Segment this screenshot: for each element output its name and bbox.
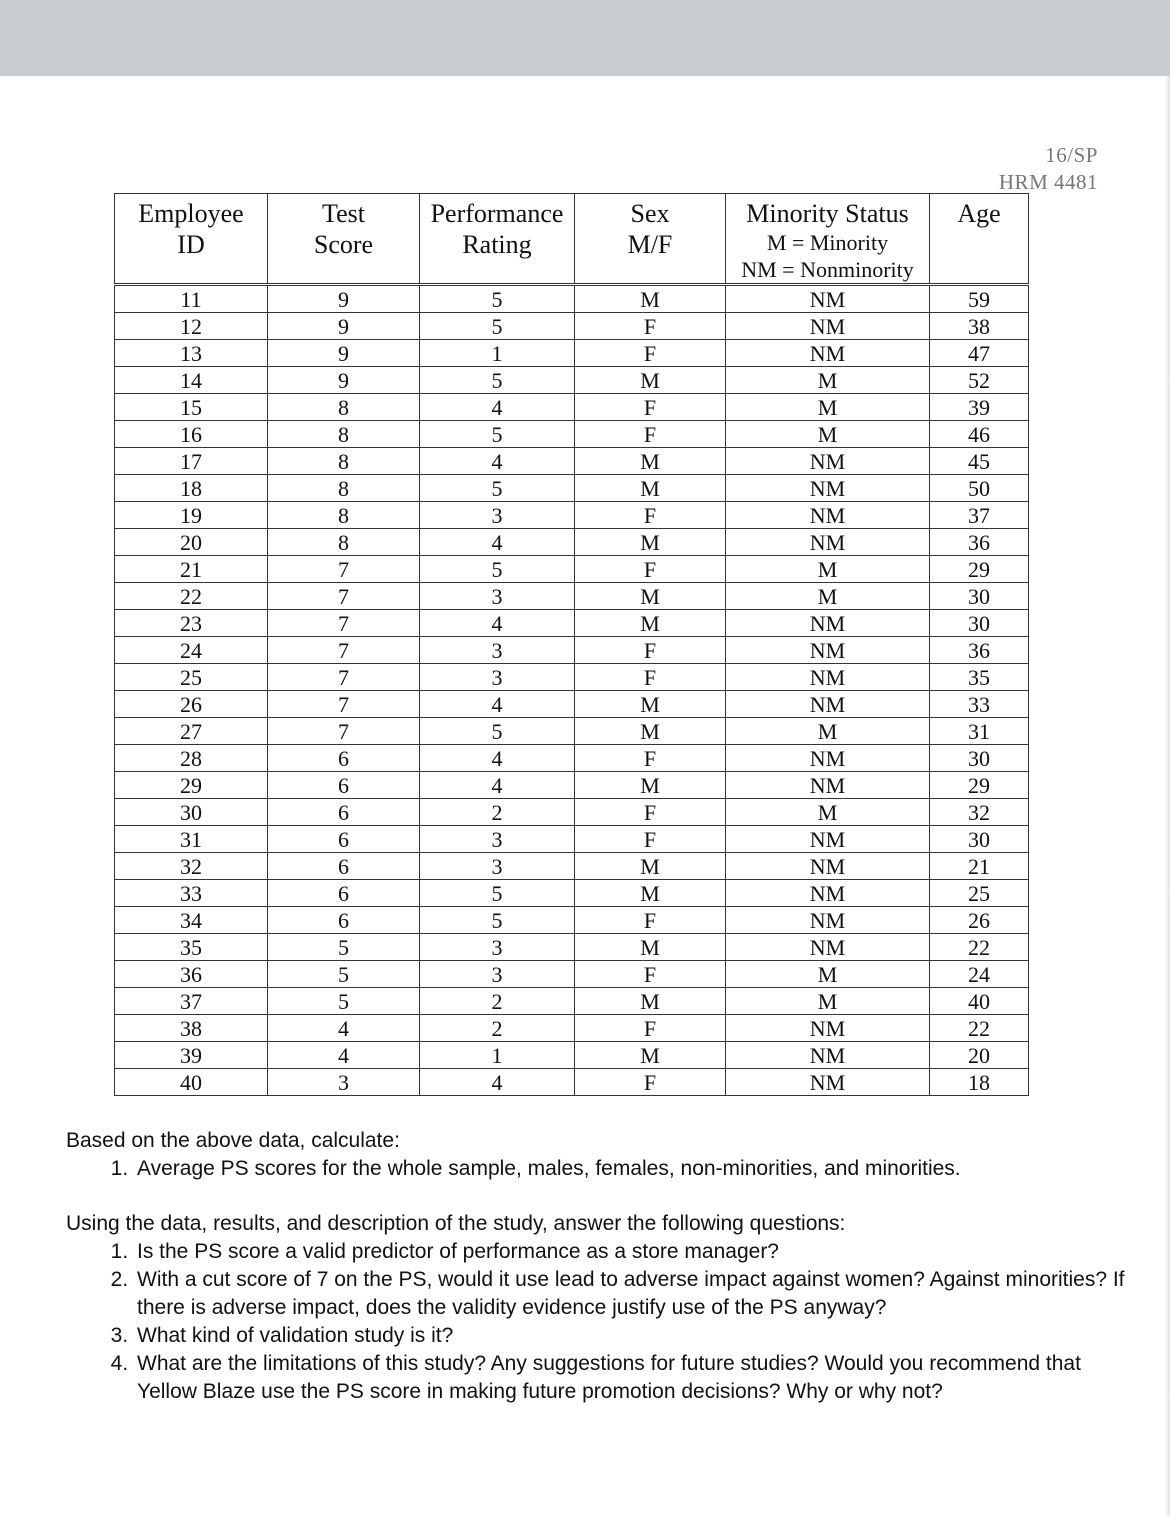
- sex-cell: M: [575, 1042, 726, 1069]
- test-score-cell: 9: [268, 367, 420, 394]
- age-cell: 40: [930, 988, 1029, 1015]
- test-score-cell: 6: [268, 826, 420, 853]
- sex-cell: M: [575, 853, 726, 880]
- age-cell: 29: [930, 772, 1029, 799]
- test-score-cell: 8: [268, 421, 420, 448]
- table-row: [115, 853, 1029, 880]
- age-cell: 18: [930, 1069, 1029, 1096]
- col-header-test-score: Test Score: [268, 194, 420, 285]
- question-item: 4. What are the limitations of this study? Any suggestions for future studies? Would you recommend that Yellow Blaze use the PS score in making future promotion decisions? Why or why not?: [134, 1350, 1126, 1406]
- page-edge-shadow: [1164, 76, 1170, 1516]
- age-cell: 59: [930, 285, 1029, 313]
- test-score-cell: 6: [268, 880, 420, 907]
- sex-cell: M: [575, 691, 726, 718]
- test-score-cell: 7: [268, 691, 420, 718]
- employee-id-cell: 36: [115, 961, 268, 988]
- performance-rating-cell: 3: [420, 961, 575, 988]
- test-score-cell: 7: [268, 637, 420, 664]
- test-score-cell: 7: [268, 664, 420, 691]
- employee-id-cell: 12: [115, 313, 268, 340]
- employee-id-cell: 17: [115, 448, 268, 475]
- sex-cell: F: [575, 556, 726, 583]
- test-score-cell: 4: [268, 1015, 420, 1042]
- age-cell: 22: [930, 934, 1029, 961]
- age-cell: 30: [930, 583, 1029, 610]
- performance-rating-cell: 2: [420, 799, 575, 826]
- employee-id-cell: 23: [115, 610, 268, 637]
- test-score-cell: 8: [268, 448, 420, 475]
- sex-cell: F: [575, 1069, 726, 1096]
- test-score-cell: 4: [268, 1042, 420, 1069]
- sex-cell: M: [575, 880, 726, 907]
- sex-cell: M: [575, 529, 726, 556]
- table-row: [115, 475, 1029, 502]
- test-score-cell: 6: [268, 745, 420, 772]
- test-score-cell: 5: [268, 961, 420, 988]
- performance-rating-cell: 5: [420, 880, 575, 907]
- age-cell: 24: [930, 961, 1029, 988]
- scanner-top-bar: [0, 0, 1170, 76]
- sex-cell: F: [575, 421, 726, 448]
- employee-id-cell: 18: [115, 475, 268, 502]
- table-row: [115, 556, 1029, 583]
- performance-rating-cell: 5: [420, 556, 575, 583]
- employee-id-cell: 13: [115, 340, 268, 367]
- sex-cell: M: [575, 772, 726, 799]
- table-row: [115, 745, 1029, 772]
- test-score-cell: 6: [268, 799, 420, 826]
- employee-id-cell: 39: [115, 1042, 268, 1069]
- minority-status-cell: NM: [726, 826, 930, 853]
- employee-id-cell: 34: [115, 907, 268, 934]
- test-score-cell: 7: [268, 583, 420, 610]
- performance-rating-cell: 2: [420, 988, 575, 1015]
- test-score-cell: 7: [268, 610, 420, 637]
- performance-rating-cell: 2: [420, 1015, 575, 1042]
- table-row: [115, 502, 1029, 529]
- question-item: 2. With a cut score of 7 on the PS, would it use lead to adverse impact against women? Against minorities? If there is adverse impact, does the validity evidence justify use of the PS anyway?: [134, 1266, 1126, 1322]
- performance-rating-cell: 1: [420, 1042, 575, 1069]
- age-cell: 36: [930, 529, 1029, 556]
- minority-status-cell: NM: [726, 313, 930, 340]
- minority-status-cell: NM: [726, 475, 930, 502]
- test-score-cell: 9: [268, 313, 420, 340]
- minority-status-cell: NM: [726, 1042, 930, 1069]
- age-cell: 35: [930, 664, 1029, 691]
- minority-status-cell: M: [726, 961, 930, 988]
- sex-cell: M: [575, 988, 726, 1015]
- sex-cell: F: [575, 313, 726, 340]
- table-row: [115, 313, 1029, 340]
- minority-status-cell: M: [726, 421, 930, 448]
- minority-status-cell: NM: [726, 529, 930, 556]
- employee-id-cell: 19: [115, 502, 268, 529]
- table-row: [115, 772, 1029, 799]
- age-cell: 25: [930, 880, 1029, 907]
- minority-status-cell: M: [726, 583, 930, 610]
- employee-id-cell: 24: [115, 637, 268, 664]
- instructions-intro: Based on the above data, calculate:: [66, 1129, 400, 1152]
- employee-id-cell: 22: [115, 583, 268, 610]
- table-row: [115, 799, 1029, 826]
- performance-rating-cell: 4: [420, 691, 575, 718]
- table-row: [115, 529, 1029, 556]
- minority-status-cell: M: [726, 367, 930, 394]
- minority-status-cell: NM: [726, 745, 930, 772]
- minority-status-cell: NM: [726, 448, 930, 475]
- sex-cell: F: [575, 799, 726, 826]
- performance-rating-cell: 4: [420, 529, 575, 556]
- questions-list: [66, 1238, 1126, 1406]
- minority-status-cell: NM: [726, 664, 930, 691]
- minority-status-cell: NM: [726, 502, 930, 529]
- table-row: [115, 691, 1029, 718]
- calculation-instructions: [66, 1127, 1126, 1183]
- age-cell: 33: [930, 691, 1029, 718]
- table-row: [115, 1015, 1029, 1042]
- minority-status-cell: NM: [726, 610, 930, 637]
- employee-id-cell: 40: [115, 1069, 268, 1096]
- performance-rating-cell: 3: [420, 853, 575, 880]
- sex-cell: M: [575, 934, 726, 961]
- table-row: [115, 907, 1029, 934]
- col-header-performance-rating: Performance Rating: [420, 194, 575, 285]
- age-cell: 20: [930, 1042, 1029, 1069]
- age-cell: 38: [930, 313, 1029, 340]
- minority-status-cell: M: [726, 988, 930, 1015]
- performance-rating-cell: 4: [420, 1069, 575, 1096]
- table-header-row: [115, 194, 1029, 285]
- minority-status-cell: NM: [726, 285, 930, 313]
- performance-rating-cell: 4: [420, 610, 575, 637]
- table-row: [115, 367, 1029, 394]
- course-code: HRM 4481: [998, 170, 1098, 194]
- employee-id-cell: 15: [115, 394, 268, 421]
- performance-rating-cell: 5: [420, 313, 575, 340]
- test-score-cell: 8: [268, 502, 420, 529]
- sex-cell: M: [575, 583, 726, 610]
- sex-cell: M: [575, 475, 726, 502]
- sex-cell: F: [575, 394, 726, 421]
- employee-id-cell: 27: [115, 718, 268, 745]
- employee-id-cell: 38: [115, 1015, 268, 1042]
- age-cell: 52: [930, 367, 1029, 394]
- employee-data-table: [114, 193, 1029, 1096]
- performance-rating-cell: 3: [420, 583, 575, 610]
- instruction-item: 1. Average PS scores for the whole sample, males, females, non-minorities, and minorities.: [134, 1155, 1126, 1183]
- age-cell: 47: [930, 340, 1029, 367]
- sex-cell: F: [575, 745, 726, 772]
- sex-cell: M: [575, 367, 726, 394]
- age-cell: 29: [930, 556, 1029, 583]
- col-header-sex: Sex M/F: [575, 194, 726, 285]
- performance-rating-cell: 3: [420, 637, 575, 664]
- questions-intro: Using the data, results, and description of the study, answer the following questions:: [66, 1212, 846, 1235]
- minority-status-cell: NM: [726, 853, 930, 880]
- employee-id-cell: 16: [115, 421, 268, 448]
- minority-status-cell: M: [726, 799, 930, 826]
- test-score-cell: 5: [268, 934, 420, 961]
- performance-rating-cell: 5: [420, 907, 575, 934]
- question-item: 3. What kind of validation study is it?: [134, 1322, 1126, 1350]
- table-row: [115, 285, 1029, 313]
- table-row: [115, 718, 1029, 745]
- age-cell: 30: [930, 826, 1029, 853]
- test-score-cell: 9: [268, 340, 420, 367]
- table-row: [115, 1069, 1029, 1096]
- table-row: [115, 934, 1029, 961]
- sex-cell: F: [575, 907, 726, 934]
- employee-id-cell: 21: [115, 556, 268, 583]
- age-cell: 21: [930, 853, 1029, 880]
- table-row: [115, 988, 1029, 1015]
- test-score-cell: 8: [268, 394, 420, 421]
- employee-id-cell: 35: [115, 934, 268, 961]
- question-item: 1. Is the PS score a valid predictor of performance as a store manager?: [134, 1238, 1126, 1266]
- employee-id-cell: 11: [115, 285, 268, 313]
- nonminority-legend: NM = Nonminority: [741, 257, 914, 282]
- table-row: [115, 448, 1029, 475]
- test-score-cell: 7: [268, 718, 420, 745]
- sex-cell: M: [575, 718, 726, 745]
- test-score-cell: 6: [268, 772, 420, 799]
- table-body: [115, 285, 1029, 1096]
- test-score-cell: 8: [268, 475, 420, 502]
- performance-rating-cell: 5: [420, 718, 575, 745]
- table-row: [115, 610, 1029, 637]
- minority-legend: M = Minority: [766, 230, 889, 255]
- performance-rating-cell: 3: [420, 502, 575, 529]
- sex-cell: M: [575, 448, 726, 475]
- age-cell: 46: [930, 421, 1029, 448]
- employee-id-cell: 31: [115, 826, 268, 853]
- table-row: [115, 583, 1029, 610]
- employee-id-cell: 26: [115, 691, 268, 718]
- instructions-list: [66, 1155, 1126, 1183]
- performance-rating-cell: 3: [420, 664, 575, 691]
- test-score-cell: 5: [268, 988, 420, 1015]
- sex-cell: M: [575, 610, 726, 637]
- age-cell: 30: [930, 610, 1029, 637]
- sex-cell: M: [575, 285, 726, 313]
- minority-status-cell: M: [726, 556, 930, 583]
- minority-status-cell: NM: [726, 340, 930, 367]
- employee-id-cell: 25: [115, 664, 268, 691]
- minority-status-cell: NM: [726, 637, 930, 664]
- sex-cell: F: [575, 664, 726, 691]
- table-row: [115, 826, 1029, 853]
- test-score-cell: 6: [268, 853, 420, 880]
- sex-cell: F: [575, 961, 726, 988]
- age-cell: 22: [930, 1015, 1029, 1042]
- table-row: [115, 1042, 1029, 1069]
- employee-id-cell: 37: [115, 988, 268, 1015]
- sex-cell: F: [575, 1015, 726, 1042]
- performance-rating-cell: 4: [420, 394, 575, 421]
- minority-status-cell: NM: [726, 691, 930, 718]
- minority-status-cell: NM: [726, 1015, 930, 1042]
- sex-cell: F: [575, 637, 726, 664]
- minority-status-cell: M: [726, 718, 930, 745]
- col-header-age: Age: [930, 194, 1029, 285]
- performance-rating-cell: 4: [420, 745, 575, 772]
- test-score-cell: 7: [268, 556, 420, 583]
- col-header-minority-status: Minority Status M = Minority NM = Nonminority: [726, 194, 930, 285]
- age-cell: 32: [930, 799, 1029, 826]
- test-score-cell: 9: [268, 285, 420, 313]
- minority-status-cell: NM: [726, 934, 930, 961]
- table-row: [115, 961, 1029, 988]
- performance-rating-cell: 5: [420, 285, 575, 313]
- sex-cell: F: [575, 826, 726, 853]
- age-cell: 30: [930, 745, 1029, 772]
- minority-status-cell: NM: [726, 772, 930, 799]
- sex-cell: F: [575, 502, 726, 529]
- minority-status-cell: NM: [726, 880, 930, 907]
- age-cell: 45: [930, 448, 1029, 475]
- table-row: [115, 637, 1029, 664]
- employee-id-cell: 28: [115, 745, 268, 772]
- age-cell: 39: [930, 394, 1029, 421]
- performance-rating-cell: 5: [420, 475, 575, 502]
- employee-id-cell: 20: [115, 529, 268, 556]
- performance-rating-cell: 3: [420, 934, 575, 961]
- table-row: [115, 664, 1029, 691]
- age-cell: 50: [930, 475, 1029, 502]
- age-cell: 37: [930, 502, 1029, 529]
- table-row: [115, 340, 1029, 367]
- age-cell: 26: [930, 907, 1029, 934]
- semester-label: 16/SP: [1045, 143, 1098, 167]
- age-cell: 36: [930, 637, 1029, 664]
- performance-rating-cell: 3: [420, 826, 575, 853]
- performance-rating-cell: 5: [420, 421, 575, 448]
- table-row: [115, 394, 1029, 421]
- table-row: [115, 421, 1029, 448]
- col-header-employee-id: Employee ID: [115, 194, 268, 285]
- performance-rating-cell: 1: [420, 340, 575, 367]
- performance-rating-cell: 5: [420, 367, 575, 394]
- study-questions: [66, 1210, 1126, 1406]
- age-cell: 31: [930, 718, 1029, 745]
- minority-status-cell: NM: [726, 1069, 930, 1096]
- course-header: [999, 142, 1098, 196]
- employee-id-cell: 30: [115, 799, 268, 826]
- test-score-cell: 8: [268, 529, 420, 556]
- employee-id-cell: 14: [115, 367, 268, 394]
- performance-rating-cell: 4: [420, 448, 575, 475]
- minority-status-cell: NM: [726, 907, 930, 934]
- minority-status-cell: M: [726, 394, 930, 421]
- sex-cell: F: [575, 340, 726, 367]
- test-score-cell: 3: [268, 1069, 420, 1096]
- performance-rating-cell: 4: [420, 772, 575, 799]
- table-row: [115, 880, 1029, 907]
- test-score-cell: 6: [268, 907, 420, 934]
- employee-id-cell: 29: [115, 772, 268, 799]
- employee-id-cell: 32: [115, 853, 268, 880]
- employee-id-cell: 33: [115, 880, 268, 907]
